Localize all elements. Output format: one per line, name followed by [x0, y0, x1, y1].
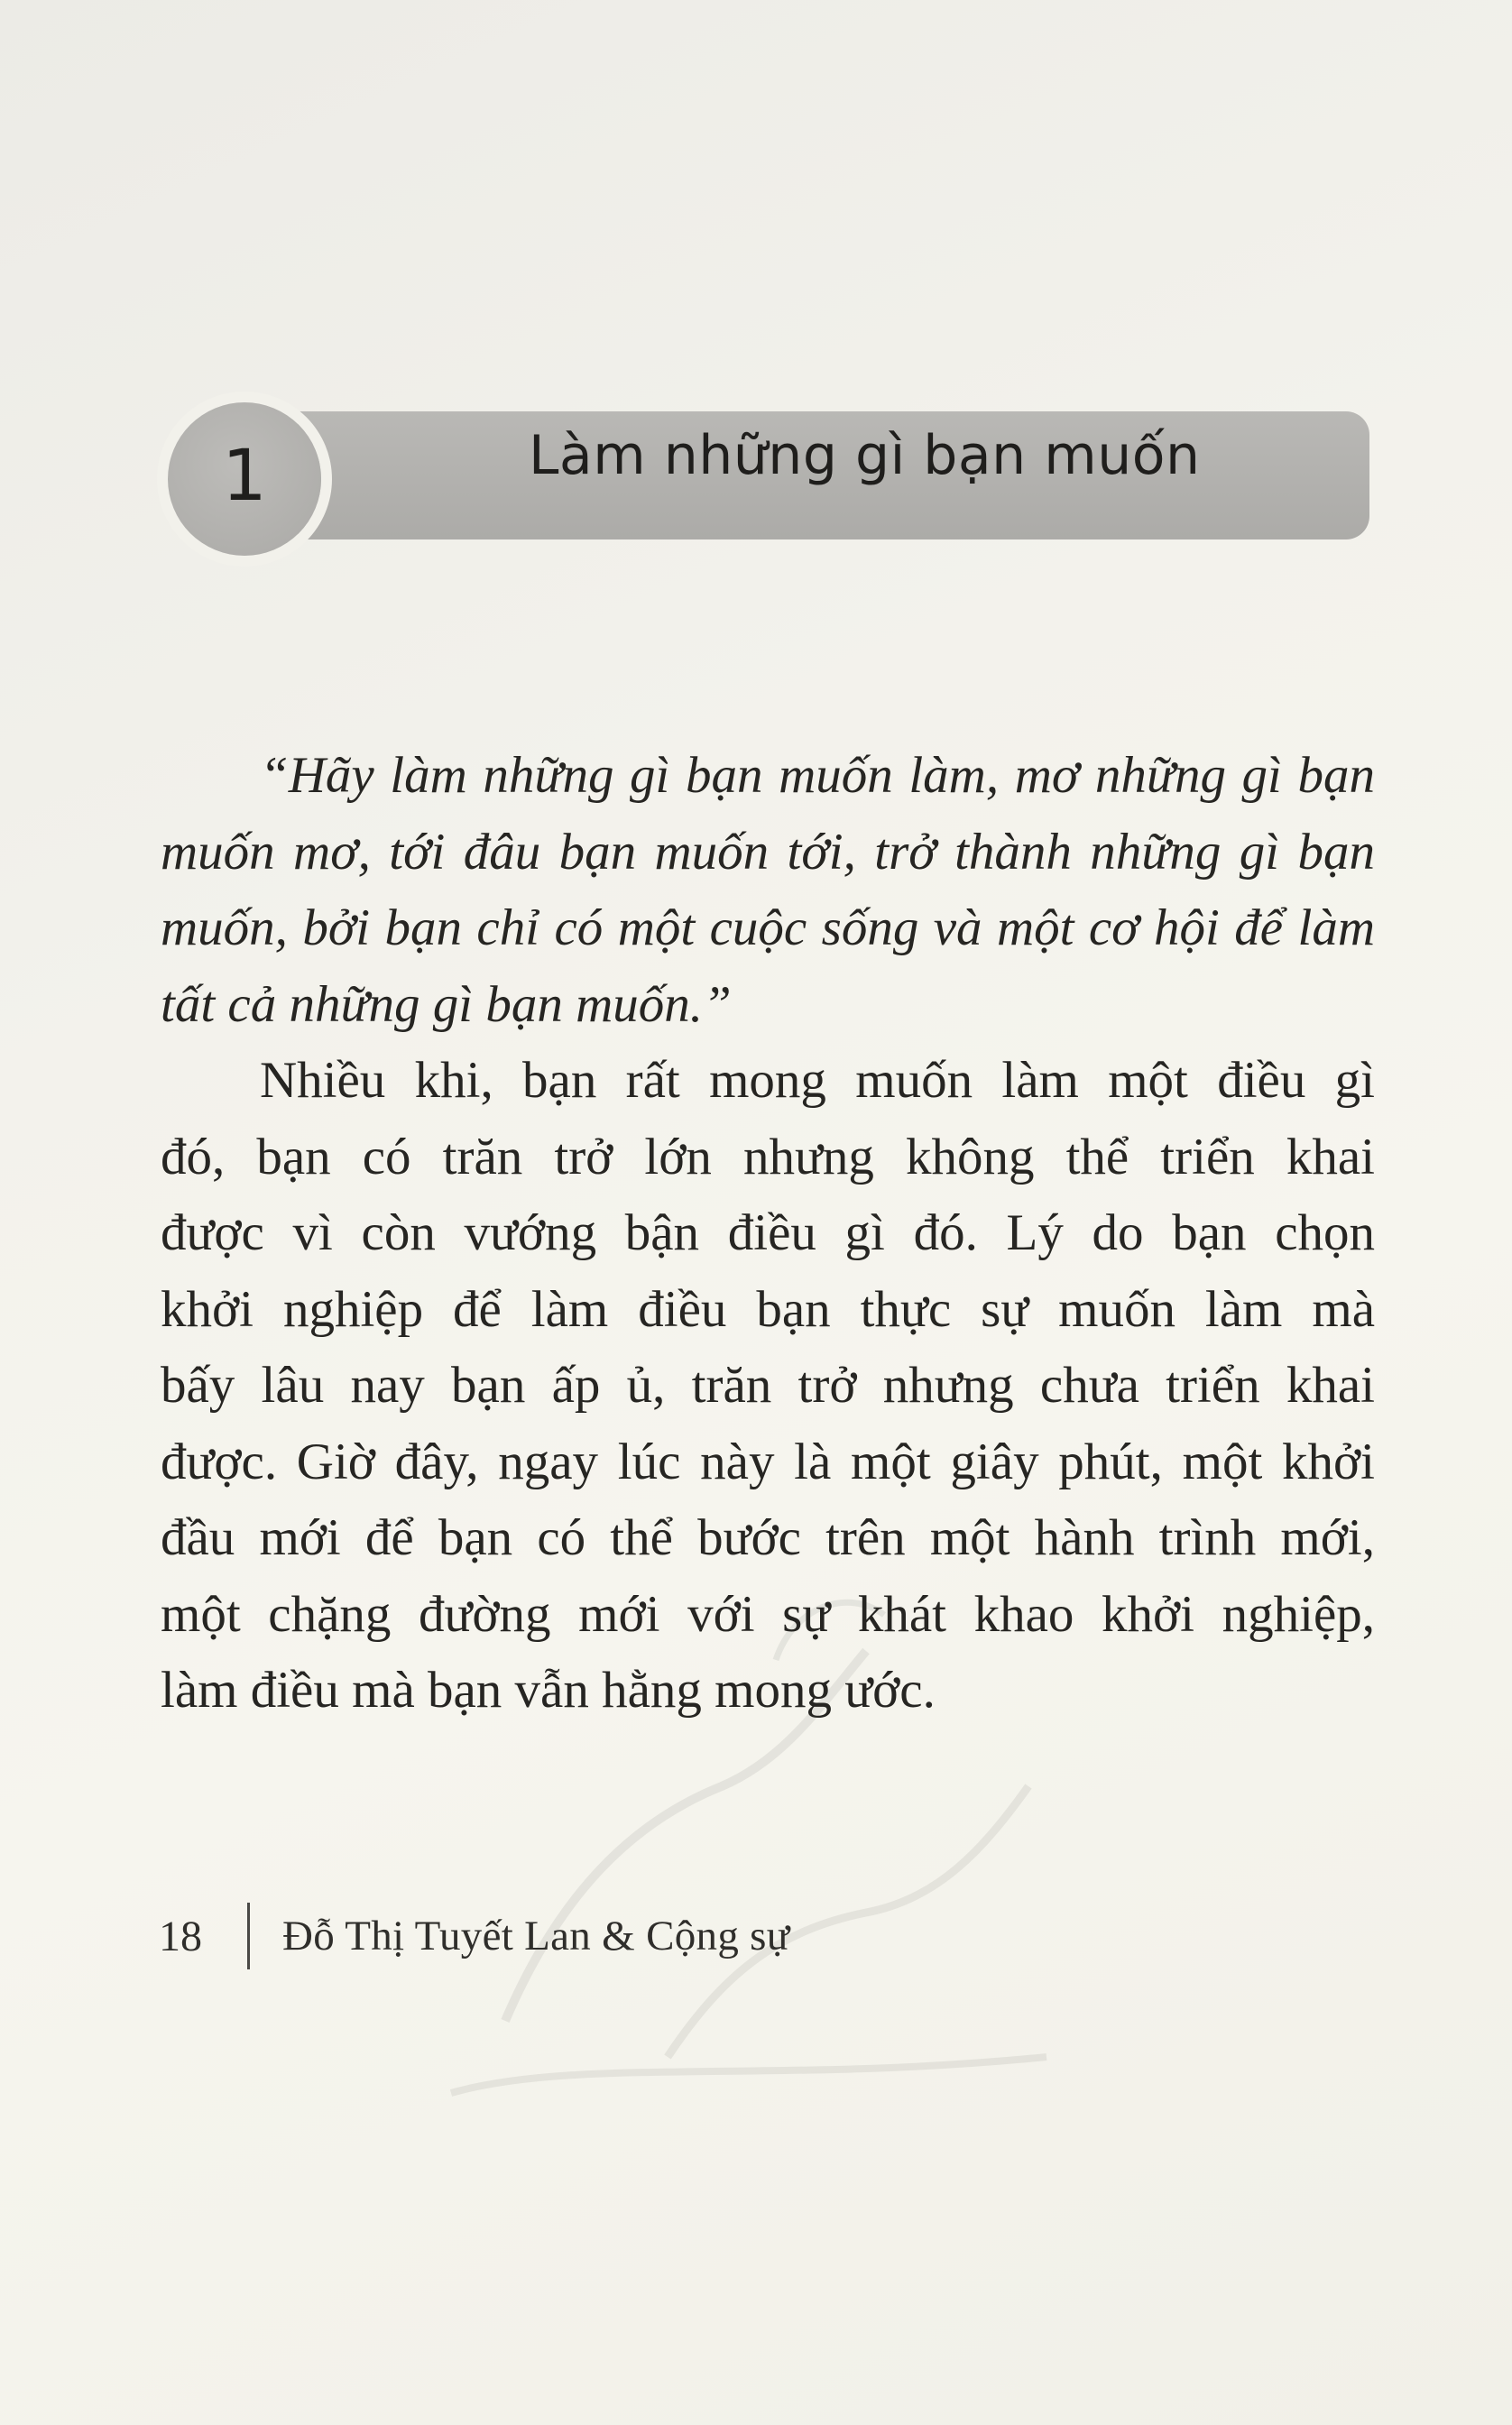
paragraph-line: bấy lâu nay bạn ấp ủ, trăn trở nhưng chưa triển khai — [161, 1357, 1375, 1414]
paragraph-line: Nhiều khi, bạn rất mong muốn làm một điều gì — [260, 1052, 1375, 1109]
paragraph-line: được. Giờ đây, ngay lúc này là một giây phút, một khởi — [161, 1433, 1375, 1490]
chapter-title: Làm những gì bạn muốn — [529, 424, 1201, 487]
page-footer — [159, 1900, 790, 1972]
paragraph-line: một chặng đường mới với sự khát khao khởi nghiệp, — [161, 1585, 1375, 1643]
page-number: 18 — [159, 1912, 202, 1960]
paragraph-line: đó, bạn có trăn trở lớn nhưng không thể triển khai — [161, 1128, 1375, 1185]
body-paragraph — [161, 1043, 1375, 1729]
chapter-number-badge — [168, 402, 321, 556]
quote-line: muốn, bởi bạn chỉ có một cuộc sống và một cơ hội để làm — [161, 899, 1375, 956]
paragraph-line: đầu mới để bạn có thể bước trên một hành trình mới, — [161, 1509, 1375, 1566]
opening-quote — [161, 738, 1375, 1043]
footer-author: Đỗ Thị Tuyết Lan & Cộng sự — [282, 1913, 790, 1959]
paragraph-line: khởi nghiệp để làm điều bạn thực sự muốn làm mà — [161, 1280, 1375, 1338]
paragraph-line: làm điều mà bạn vẫn hằng mong ước. — [161, 1662, 936, 1719]
quote-line: muốn mơ, tới đâu bạn muốn tới, trở thành những gì bạn — [161, 823, 1375, 881]
quote-line: tất cả những gì bạn muốn.” — [161, 975, 732, 1033]
footer-divider — [247, 1903, 250, 1969]
quote-line: “Hãy làm những gì bạn muốn làm, mơ những gì bạn — [260, 747, 1375, 804]
paragraph-line: được vì còn vướng bận điều gì đó. Lý do bạn chọn — [161, 1204, 1375, 1261]
chapter-number: 1 — [222, 436, 267, 517]
